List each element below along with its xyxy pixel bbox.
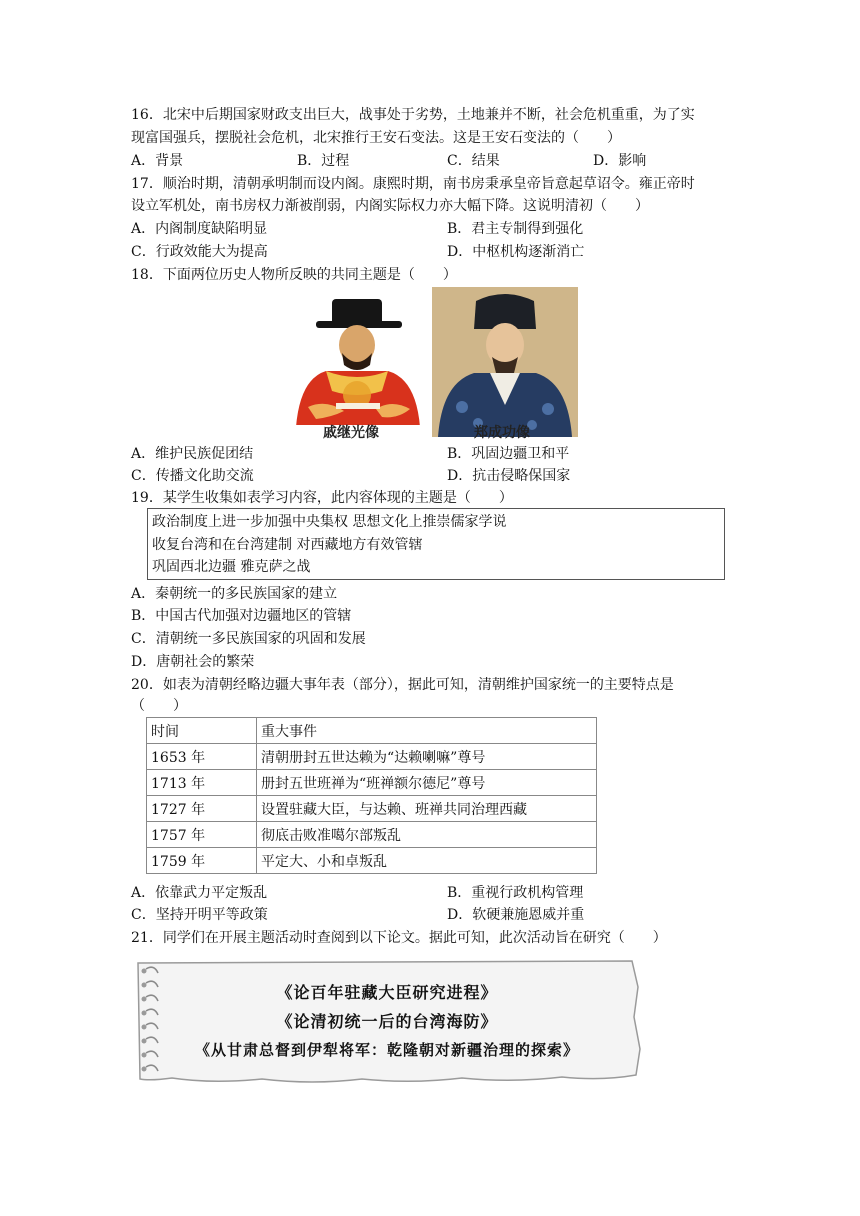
table-header-event: 重大事件 (257, 718, 597, 744)
table-row (147, 848, 597, 874)
table-cell-year: 1653 年 (147, 744, 257, 770)
q19-box-line2: 收复台湾和在台湾建制 对西藏地方有效管辖 (152, 537, 423, 553)
q17-stem-line2: 设立军机处，南书房权力渐被削弱，内阁实际权力亦大幅下降。这说明清初（ ） (131, 198, 649, 214)
q18-option-c: C．传播文化助交流 (131, 468, 254, 484)
q16-option-a: A．背景 (131, 153, 184, 169)
torn-paper-panel (132, 957, 642, 1087)
table-cell-event: 册封五世班禅为“班禅额尔德尼”尊号 (257, 770, 597, 796)
q19-option-c: C．清朝统一多民族国家的巩固和发展 (131, 631, 366, 647)
q16-option-c: C．结果 (447, 153, 500, 169)
qi-jiguang-caption: 戚继光像 (323, 425, 379, 441)
q17-option-d: D．中枢机构逐渐消亡 (447, 244, 585, 260)
table-header-time: 时间 (147, 718, 257, 744)
q16-stem-line1: 16．北宋中后期国家财政支出巨大，战事处于劣势，土地兼并不断，社会危机重重，为了实 (131, 107, 695, 123)
table-row (147, 770, 597, 796)
q18-stem: 18．下面两位历史人物所反映的共同主题是（ ） (131, 267, 457, 283)
q20-stem-line2: （ ） (131, 698, 187, 714)
q20-option-c: C．坚持开明平等政策 (131, 907, 268, 923)
table-cell-event: 彻底击败准噶尔部叛乱 (257, 822, 597, 848)
q19-content-box (147, 508, 725, 580)
table-row (147, 744, 597, 770)
q19-stem: 19．某学生收集如表学习内容，此内容体现的主题是（ ） (131, 490, 513, 506)
q17-stem-line1: 17．顺治时期，清朝承明制而设内阁。康熙时期，南书房秉承皇帝旨意起草诏令。雍正帝时 (131, 176, 695, 192)
qi-jiguang-portrait (286, 287, 432, 437)
q16-stem-line2: 现富国强兵，摆脱社会危机，北宋推行王安石变法。这是王安石变法的（ ） (131, 130, 621, 146)
table-row (147, 796, 597, 822)
table-cell-event: 设置驻藏大臣，与达赖、班禅共同治理西藏 (257, 796, 597, 822)
table-cell-event: 平定大、小和卓叛乱 (257, 848, 597, 874)
q17-option-c: C．行政效能大为提高 (131, 244, 268, 260)
zheng-chenggong-caption: 郑成功像 (474, 425, 530, 441)
table-header-row (147, 718, 597, 744)
q20-option-d: D．软硬兼施恩威并重 (447, 907, 585, 923)
q17-option-a: A．内阁制度缺陷明显 (131, 221, 268, 237)
q20-option-a: A．依靠武力平定叛乱 (131, 885, 268, 901)
table-cell-year: 1759 年 (147, 848, 257, 874)
table-row (147, 822, 597, 848)
table-cell-year: 1713 年 (147, 770, 257, 796)
table-cell-year: 1757 年 (147, 822, 257, 848)
q19-option-b: B．中国古代加强对边疆地区的管辖 (131, 608, 352, 624)
paper-title-3: 《从甘肃总督到伊犁将军：乾隆朝对新疆治理的探索》 (194, 1041, 579, 1059)
q18-option-b: B．巩固边疆卫和平 (447, 446, 570, 462)
q19-box-line3: 巩固西北边疆 雅克萨之战 (152, 559, 311, 575)
table-cell-event: 清朝册封五世达赖为“达赖喇嘛”尊号 (257, 744, 597, 770)
q21-stem: 21．同学们在开展主题活动时查阅到以下论文。据此可知，此次活动旨在研究（ ） (131, 930, 667, 946)
table-cell-year: 1727 年 (147, 796, 257, 822)
q20-event-table (146, 717, 597, 874)
q20-stem-line1: 20．如表为清朝经略边疆大事年表（部分），据此可知，清朝维护国家统一的主要特点是 (131, 677, 674, 693)
q19-option-d: D．唐朝社会的繁荣 (131, 654, 255, 670)
q16-option-b: B．过程 (297, 153, 350, 169)
paper-title-1: 《论百年驻藏大臣研究进程》 (276, 983, 498, 1002)
q20-option-b: B．重视行政机构管理 (447, 885, 584, 901)
paper-title-2: 《论清初统一后的台湾海防》 (276, 1012, 498, 1031)
q18-option-a: A．维护民族促团结 (131, 446, 254, 462)
q17-option-b: B．君主专制得到强化 (447, 221, 584, 237)
q19-box-line1: 政治制度上进一步加强中央集权 思想文化上推崇儒家学说 (152, 514, 507, 530)
zheng-chenggong-portrait (432, 287, 578, 437)
q18-option-d: D．抗击侵略保国家 (447, 468, 571, 484)
q19-option-a: A．秦朝统一的多民族国家的建立 (131, 586, 338, 602)
q16-option-d: D．影响 (593, 153, 647, 169)
